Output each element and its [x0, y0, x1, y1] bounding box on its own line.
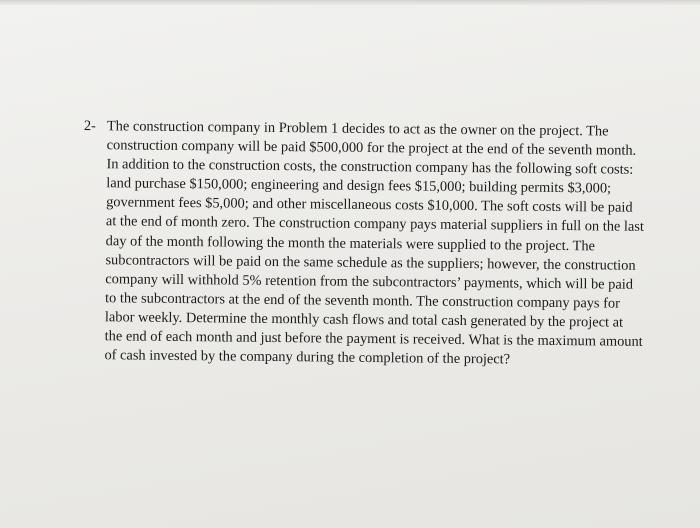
problem-text-line: subcontractors will be paid on the same schedule as the suppliers; however, the construction [105, 251, 636, 274]
problem-text-line: In addition to the construction costs, the construction company has the following soft costs: [106, 156, 634, 178]
problem-text-line: land purchase $150,000; engineering and design fees $15,000; building permits $3,000; [106, 175, 612, 197]
problem-text-line: government fees $5,000; and other miscellaneous costs $10,000. The soft costs will be paid [106, 194, 633, 217]
problem-text-line: day of the month following the month the materials were supplied to the project. The [105, 232, 596, 254]
problem-number: 2- [83, 117, 96, 135]
problem-text-line: the end of each month and just before the payment is received. What is the maximum amount [104, 328, 643, 350]
problem-text-line: construction company will be paid $500,000 for the project at the end of the seventh month. [106, 137, 637, 159]
problem-text-line: of cash invested by the company during the completion of the project? [104, 347, 511, 368]
problem-text-line: to the subcontractors at the end of the seventh month. The construction company pays for [105, 290, 621, 312]
problem-text-line: labor weekly. Determine the monthly cash flows and total cash generated by the project at [104, 309, 624, 331]
problem-text-line: company will withhold 5% retention from the subcontractors’ payments, which will be paid [105, 270, 634, 293]
problem-2 [81, 117, 659, 371]
problem-text-line: at the end of month zero. The construction company pays material suppliers in full on the last [105, 213, 645, 236]
problem-text-line: The construction company in Problem 1 decides to act as the owner on the project. The [106, 118, 609, 140]
page-top-edge [0, 0, 700, 6]
